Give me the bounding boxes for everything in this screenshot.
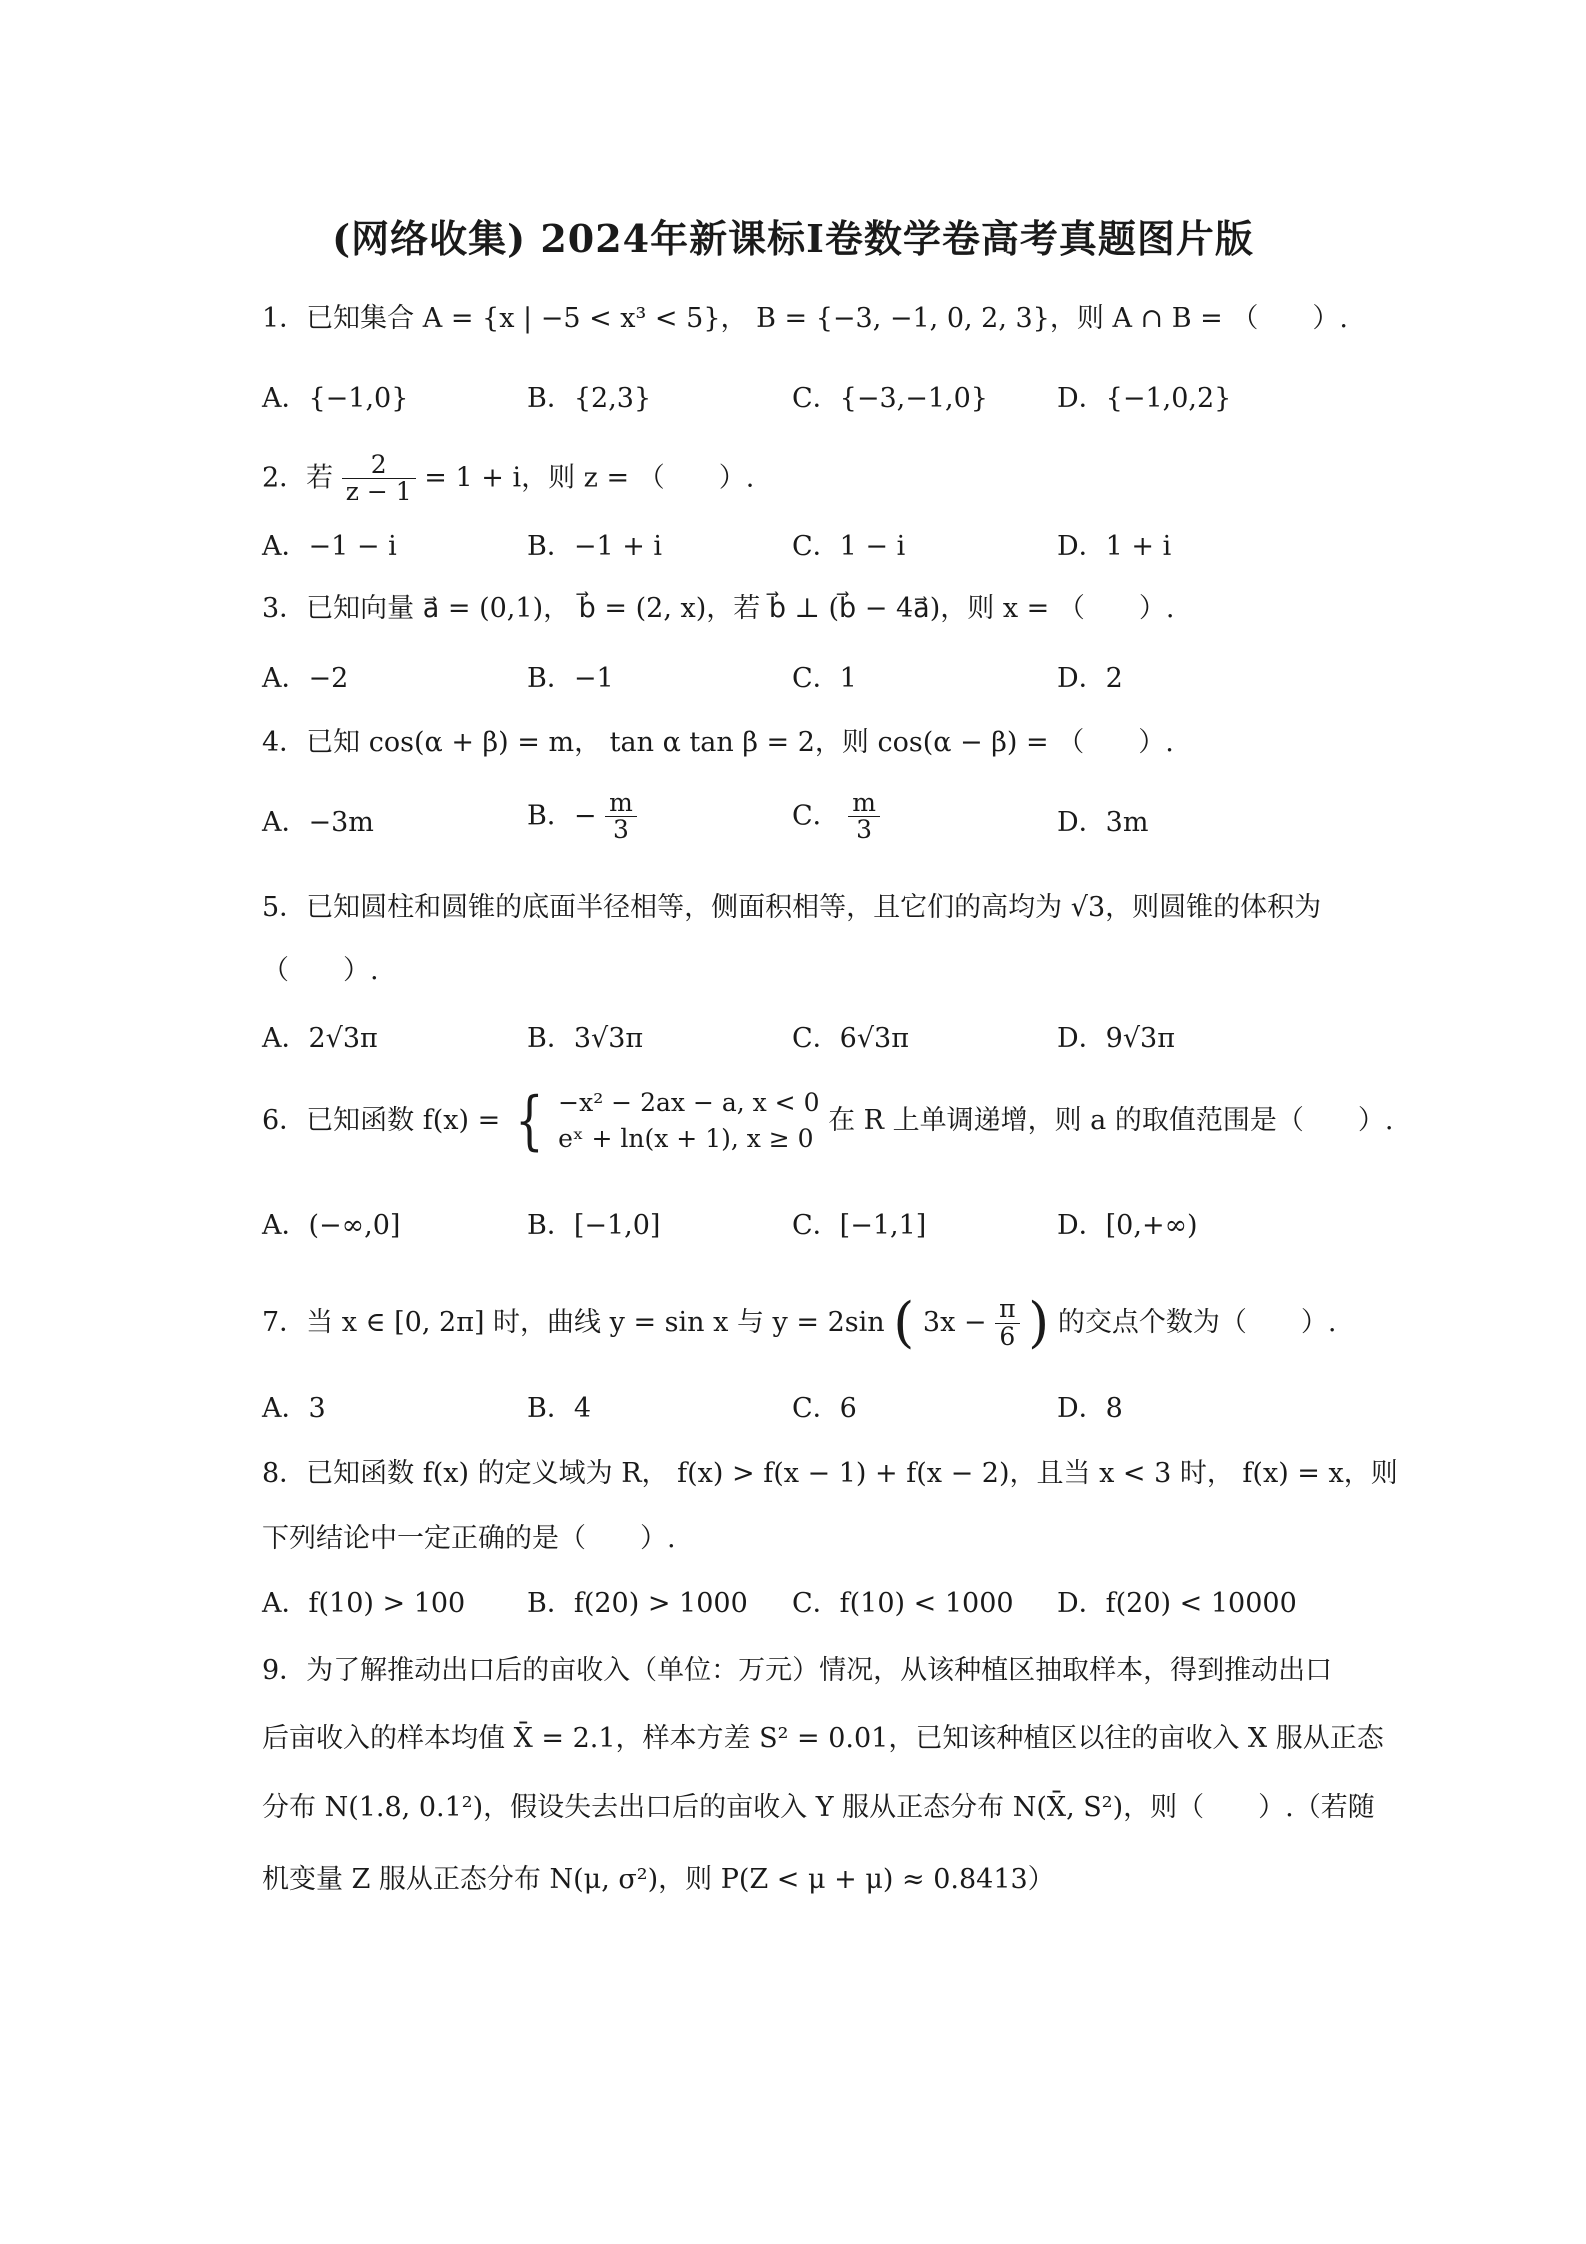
question-5-option-c: C．6√3π xyxy=(792,1023,909,1054)
question-2-option-b: B．−1 + i xyxy=(527,531,663,562)
fraction-denominator: 3 xyxy=(856,815,873,845)
left-brace: { xyxy=(514,1084,544,1159)
question-8-stem-line-1: 8．已知函数 f(x) 的定义域为 R， f(x) > f(x − 1) + f(x − 2)，且当 x < 3 时， f(x) = x，则 xyxy=(262,1458,1398,1489)
question-5-option-d: D．9√3π xyxy=(1057,1023,1175,1054)
question-7-fraction xyxy=(995,1296,1019,1350)
option-b-fraction xyxy=(605,790,637,844)
question-8-option-a: A．f(10) > 100 xyxy=(262,1588,466,1619)
question-6-option-b: B．[−1,0] xyxy=(527,1210,661,1241)
right-paren: ) xyxy=(1028,1291,1050,1354)
piecewise-case-1: −x² − 2ax − a, x < 0 xyxy=(558,1088,820,1117)
fraction-denominator: 6 xyxy=(999,1321,1016,1351)
question-2-option-a: A．−1 − i xyxy=(262,531,397,562)
question-9-stem-line-1: 9．为了解推动出口后的亩收入（单位：万元）情况，从该种植区抽取样本，得到推动出口 xyxy=(262,1655,1333,1686)
fraction-numerator: m xyxy=(605,790,637,817)
question-4-option-c xyxy=(792,790,880,844)
question-1-option-b: B．{2,3} xyxy=(527,383,652,414)
question-3-option-d: D．2 xyxy=(1057,663,1123,694)
question-1-option-c: C．{−3,−1,0} xyxy=(792,383,988,414)
question-5-option-b: B．3√3π xyxy=(527,1023,644,1054)
question-2-option-d: D．1 + i xyxy=(1057,531,1172,562)
question-2-fraction xyxy=(342,452,416,506)
question-4-option-a: A．−3m xyxy=(262,807,374,838)
question-1-stem: 1．已知集合 A = {x | −5 < x³ < 5}， B = {−3, −1, 0, 2, 3}，则 A ∩ B = （ ）. xyxy=(262,303,1348,334)
question-7-stem-pre: 7．当 x ∈ [0, 2π] 时，曲线 y = sin x 与 y = 2sin xyxy=(262,1306,885,1338)
question-6-option-c: C．[−1,1] xyxy=(792,1210,927,1241)
question-7-option-b: B．4 xyxy=(527,1393,592,1424)
question-2-stem-post: = 1 + i，则 z = （ ）. xyxy=(424,462,755,494)
question-7-option-d: D．8 xyxy=(1057,1393,1123,1424)
question-6-stem-pre: 6．已知函数 f(x) = xyxy=(262,1105,501,1137)
piecewise-cases xyxy=(558,1085,819,1158)
page-title: (网络收集) 2024年新课标I卷数学卷高考真题图片版 xyxy=(332,216,1254,261)
fraction-denominator: 3 xyxy=(612,815,629,845)
question-7-option-a: A．3 xyxy=(262,1393,326,1424)
fraction-numerator: m xyxy=(848,790,880,817)
question-6-option-d: D．[0,+∞) xyxy=(1057,1210,1198,1241)
option-c-fraction xyxy=(848,790,880,844)
question-3-option-c: C．1 xyxy=(792,663,857,694)
question-4-option-b xyxy=(527,790,637,844)
question-7-option-c: C．6 xyxy=(792,1393,857,1424)
question-1-option-d: D．{−1,0,2} xyxy=(1057,383,1232,414)
option-prefix: C． xyxy=(792,800,840,832)
question-5-stem-line-2: （ ）. xyxy=(262,955,379,986)
fraction-denominator: z − 1 xyxy=(345,477,412,507)
question-9-stem-line-3: 分布 N(1.8, 0.1²)，假设失去出口后的亩收入 Y 服从正态分布 N(X̄, S²)，则（ ）.（若随 xyxy=(262,1792,1375,1823)
piecewise-case-2: eˣ + ln(x + 1), x ≥ 0 xyxy=(558,1124,814,1154)
question-8-option-c: C．f(10) < 1000 xyxy=(792,1588,1014,1619)
question-9-stem-line-2: 后亩收入的样本均值 X̄ = 2.1，样本方差 S² = 0.01，已知该种植区以往的亩收入 X 服从正态 xyxy=(262,1723,1384,1754)
question-6-stem-post: 在 R 上单调递增，则 a 的取值范围是（ ）. xyxy=(828,1105,1394,1137)
question-6-stem xyxy=(262,1085,1393,1158)
question-3-stem: 3．已知向量 a⃗ = (0,1)， b⃗ = (2, x)，若 b⃗ ⊥ (b⃗ − 4a⃗)，则 x = （ ）. xyxy=(262,593,1175,624)
question-5-option-a: A．2√3π xyxy=(262,1023,378,1054)
question-9-stem-line-4: 机变量 Z 服从正态分布 N(μ, σ²)，则 P(Z < μ + μ) ≈ 0.8413） xyxy=(262,1864,1055,1895)
question-2-option-c: C．1 − i xyxy=(792,531,906,562)
question-8-stem-line-2: 下列结论中一定正确的是（ ）. xyxy=(262,1523,676,1554)
question-6-option-a: A．(−∞,0] xyxy=(262,1210,401,1241)
question-8-option-b: B．f(20) > 1000 xyxy=(527,1588,748,1619)
left-paren: ( xyxy=(893,1291,915,1354)
option-prefix: B．− xyxy=(527,800,597,832)
question-2-stem xyxy=(262,452,754,506)
fraction-numerator: π xyxy=(995,1296,1019,1323)
question-8-option-d: D．f(20) < 10000 xyxy=(1057,1588,1297,1619)
question-5-stem-line-1: 5．已知圆柱和圆锥的底面半径相等，侧面积相等，且它们的高均为 √3，则圆锥的体积为 xyxy=(262,892,1322,923)
question-4-option-d: D．3m xyxy=(1057,807,1149,838)
question-7-paren-inner: 3x − xyxy=(922,1306,987,1338)
fraction-numerator: 2 xyxy=(342,452,416,479)
question-3-option-b: B．−1 xyxy=(527,663,614,694)
question-7-stem-post: 的交点个数为（ ）. xyxy=(1057,1306,1337,1338)
question-7-stem xyxy=(262,1291,1337,1354)
question-2-stem-pre: 2．若 xyxy=(262,462,334,494)
question-4-stem: 4．已知 cos(α + β) = m， tan α tan β = 2，则 cos(α − β) = （ ）. xyxy=(262,727,1174,758)
question-3-option-a: A．−2 xyxy=(262,663,349,694)
question-1-option-a: A．{−1,0} xyxy=(262,383,409,414)
